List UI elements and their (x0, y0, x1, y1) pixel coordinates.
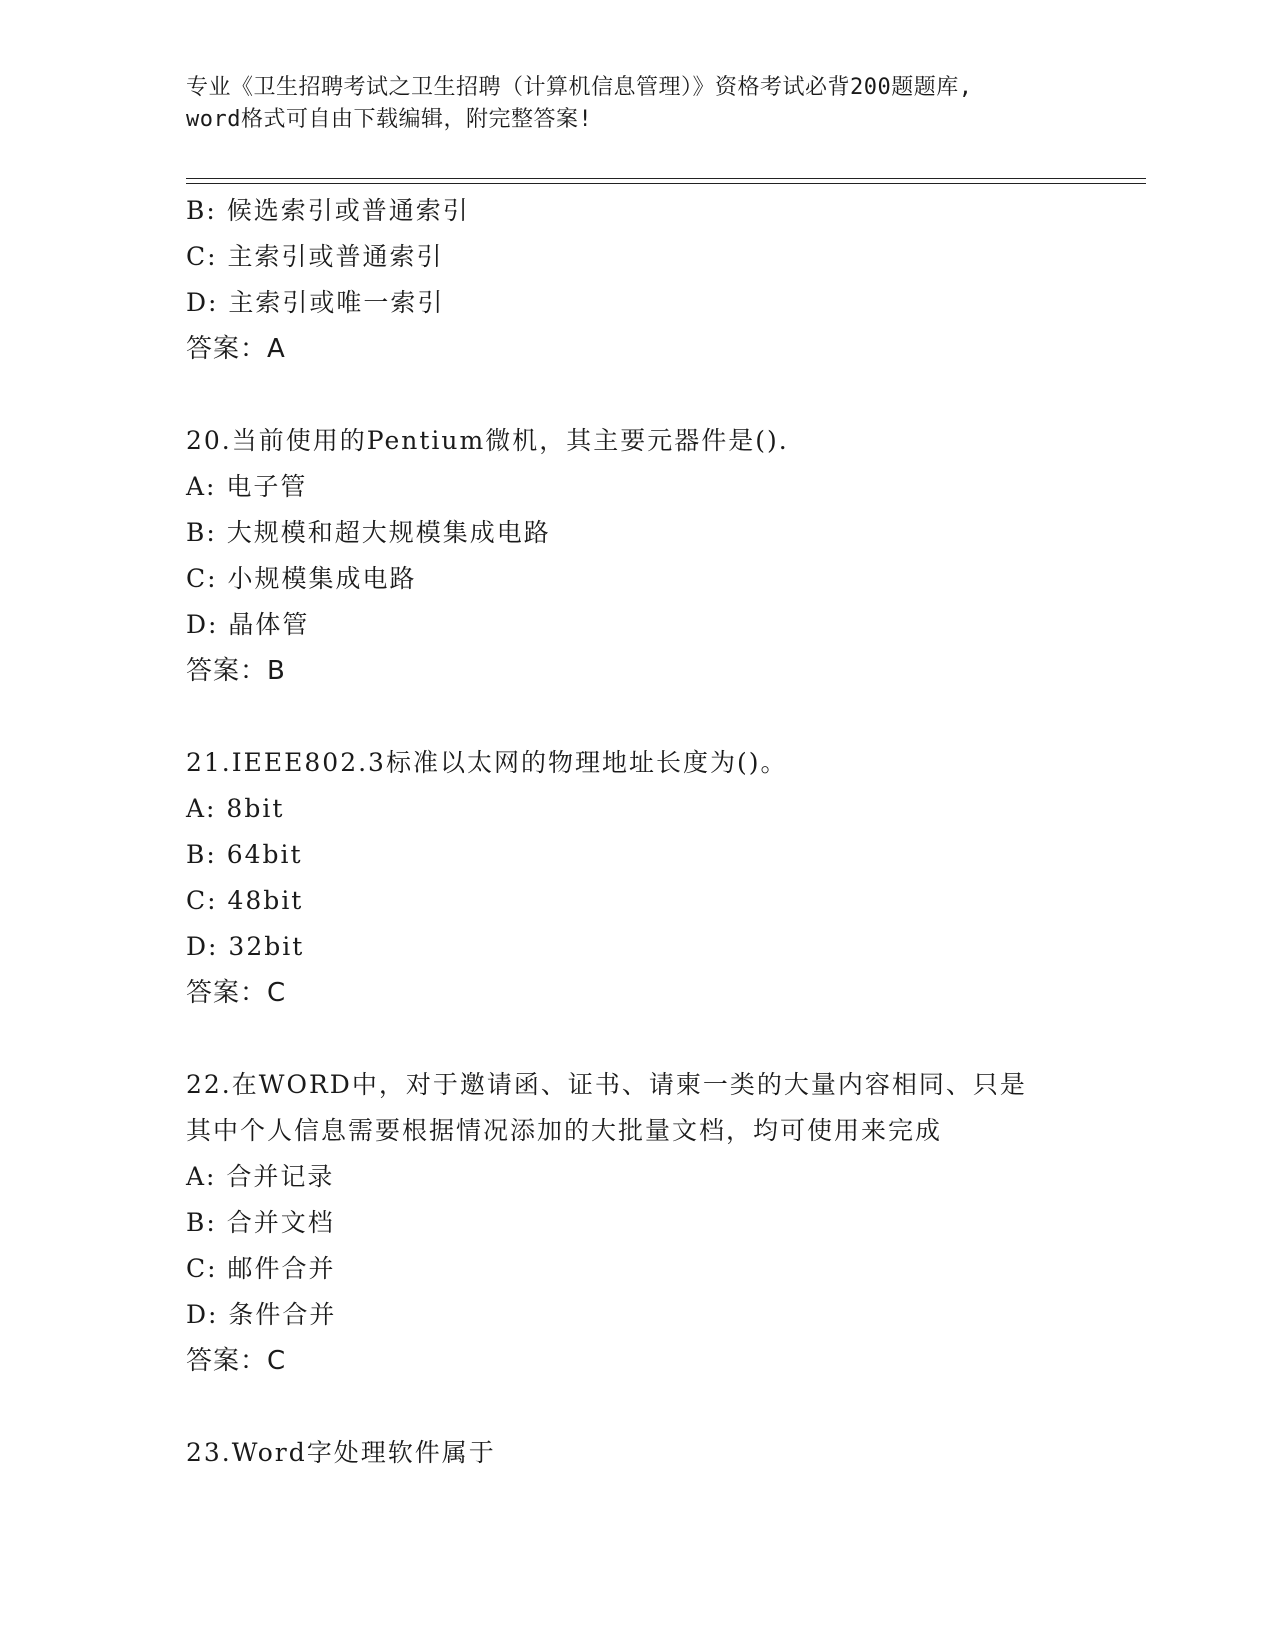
question-block (186, 740, 1146, 1016)
spacer (186, 1384, 1146, 1430)
spacer (186, 1016, 1146, 1062)
option-line: B: 合并文档 (186, 1208, 335, 1237)
answer-line: 答案：B (186, 656, 286, 686)
option-line: B: 64bit (186, 840, 303, 869)
question-text: 22.在WORD中，对于邀请函、证书、请柬一类的大量内容相同、只是 (186, 1070, 1027, 1099)
option-line: A: 8bit (186, 794, 285, 823)
header-divider-top (186, 178, 1146, 179)
option-line: B: 大规模和超大规模集成电路 (186, 518, 551, 547)
option-line: D: 主索引或唯一索引 (186, 288, 445, 317)
question-block (186, 418, 1146, 694)
answer-line: 答案：C (186, 1346, 287, 1376)
question-list (186, 188, 1146, 1476)
option-line: C: 主索引或普通索引 (186, 242, 444, 271)
answer-line: 答案：C (186, 978, 287, 1008)
option-line: D: 条件合并 (186, 1300, 337, 1329)
option-line: C: 48bit (186, 886, 304, 915)
question-block (186, 188, 1146, 372)
option-line: C: 小规模集成电路 (186, 564, 417, 593)
header-line-2: word格式可自由下载编辑，附完整答案! (186, 107, 593, 132)
header-line-1: 专业《卫生招聘考试之卫生招聘（计算机信息管理）》资格考试必背200题题库, (186, 75, 973, 100)
spacer (186, 694, 1146, 740)
question-text: 20.当前使用的Pentium微机，其主要元器件是(). (186, 426, 789, 455)
option-line: A: 电子管 (186, 472, 308, 501)
spacer (186, 372, 1146, 418)
question-text: 其中个人信息需要根据情况添加的大批量文档，均可使用来完成 (186, 1116, 943, 1145)
document-header (186, 72, 1106, 136)
question-text: 23.Word字处理软件属于 (186, 1438, 496, 1467)
answer-line: 答案：A (186, 334, 286, 364)
question-text: 21.IEEE802.3标准以太网的物理地址长度为()。 (186, 748, 788, 777)
question-block (186, 1430, 1146, 1476)
option-line: D: 32bit (186, 932, 305, 961)
option-line: D: 晶体管 (186, 610, 310, 639)
header-divider-bottom (186, 183, 1146, 184)
option-line: A: 合并记录 (186, 1162, 335, 1191)
question-block (186, 1062, 1146, 1384)
option-line: B: 候选索引或普通索引 (186, 196, 470, 225)
option-line: C: 邮件合并 (186, 1254, 336, 1283)
